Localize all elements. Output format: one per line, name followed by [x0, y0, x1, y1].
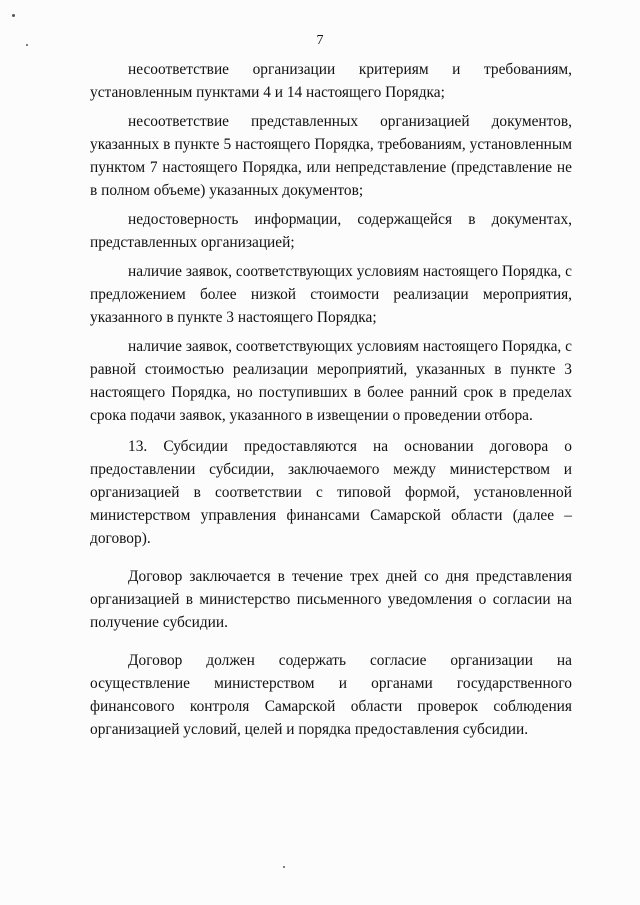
page-number: 7 — [316, 33, 324, 48]
paragraph: Договор должен содержать согласие организации на осуществление министерством и органами государственного финансового контроля Самарской области проверок соблюдения организацией условий, целей и порядка предоставления субсидии. — [90, 652, 572, 738]
scan-speck — [12, 14, 15, 17]
paragraph: несоответствие представленных организацией документов, указанных в пункте 5 настоящего Порядка, требованиям, установленным пунктом 7 настоящего Порядка, или непредставление (представление не в полном объеме) указанных документов; — [90, 113, 572, 199]
paragraph: 13. Субсидии предоставляются на основании договора о предоставлении субсидии, заключаемого между министерством и организацией в соответствии с типовой формой, установленной министерством управления финансами Самарской области (далее – договор). — [90, 438, 572, 547]
scan-speck — [283, 866, 285, 868]
paragraph: несоответствие организации критериям и требованиям, установленным пунктами 4 и 14 настоящего Порядка; — [90, 61, 572, 101]
paragraph: Договор заключается в течение трех дней со дня представления организацией в министерство письменного уведомления о согласии на получение субсидии. — [90, 568, 572, 631]
paragraph: наличие заявок, соответствующих условиям настоящего Порядка, с предложением более низкой стоимости реализации мероприятия, указанного в пункте 3 настоящего Порядка; — [90, 263, 572, 326]
paragraph: наличие заявок, соответствующих условиям настоящего Порядка, с равной стоимостью реализации мероприятий, указанных в пункте 3 настоящего Порядка, но поступивших в более ранний срок в пределах срока подачи заявок, указанного в извещении о проведении отбора. — [90, 338, 572, 424]
document-body — [90, 58, 572, 741]
paragraph: недостоверность информации, содержащейся в документах, представленных организацией; — [90, 211, 572, 251]
